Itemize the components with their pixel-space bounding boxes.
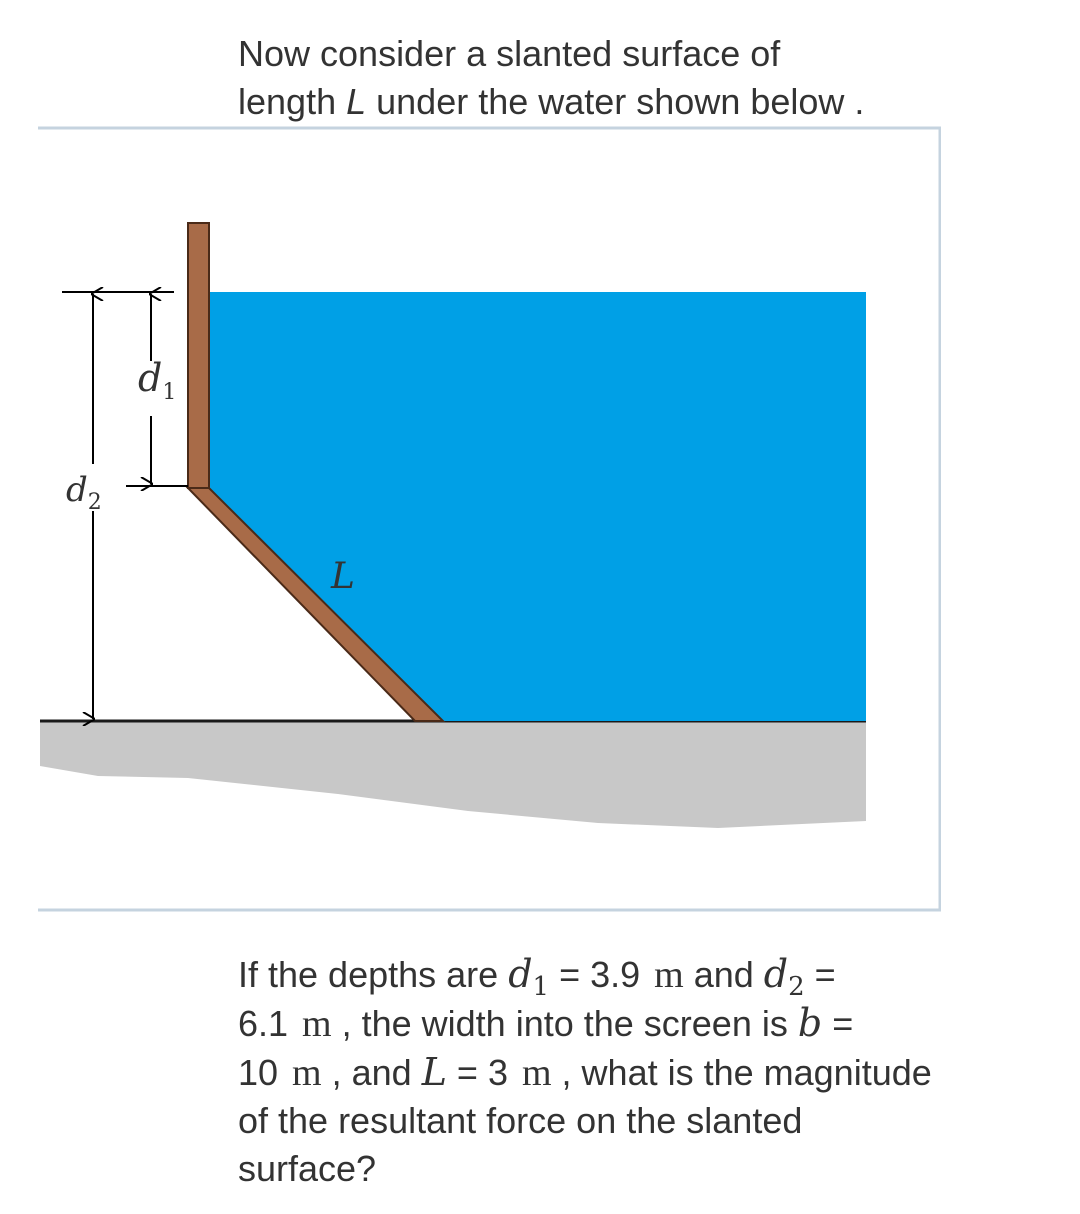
intro-line-2-end: under the water shown below . [366, 81, 865, 122]
width-unit: m [292, 1052, 322, 1094]
width-value: = 10 [238, 1003, 854, 1093]
d2-unit: m [302, 1003, 332, 1045]
slanted-wall-diagram [38, 126, 941, 912]
d1-label: $d_1$ [138, 356, 177, 405]
ground [40, 721, 866, 828]
d2-symbol [763, 952, 805, 1002]
d1-symbol-subscript: 1 [532, 972, 550, 1002]
length-symbol: L [421, 1050, 447, 1094]
d1-symbol [508, 952, 550, 1002]
intro-text [238, 30, 998, 126]
question-text [238, 950, 938, 1193]
question-part-4: , and [321, 1052, 422, 1093]
length-label: L [331, 556, 355, 597]
question-part-5: , what is the magnitude of the resultant force on the slanted surface? [238, 1052, 932, 1189]
question-part-3: , the width into the screen is [331, 1003, 798, 1044]
vertical-wall [188, 223, 209, 488]
intro-length-variable: L [346, 81, 367, 122]
d2-label: $d_2$ [66, 470, 102, 515]
d1-symbol-base: d [508, 952, 533, 996]
question-part-2: and [683, 954, 764, 995]
figure [38, 126, 941, 912]
intro-line-1: Now consider a slanted surface of [238, 33, 781, 74]
d1-value: = 3.9 [549, 954, 641, 995]
d2-value: = 6.1 [238, 954, 836, 1044]
d2-symbol-subscript: 2 [788, 972, 805, 1002]
d2-symbol-base: d [763, 952, 789, 996]
width-symbol: b [797, 1001, 823, 1045]
water [209, 292, 866, 721]
d1-unit: m [654, 954, 684, 996]
question-part-1: If the depths are [238, 954, 509, 995]
length-unit: m [521, 1052, 552, 1094]
length-value: = 3 [446, 1052, 508, 1093]
intro-line-2-start: length [238, 81, 347, 122]
